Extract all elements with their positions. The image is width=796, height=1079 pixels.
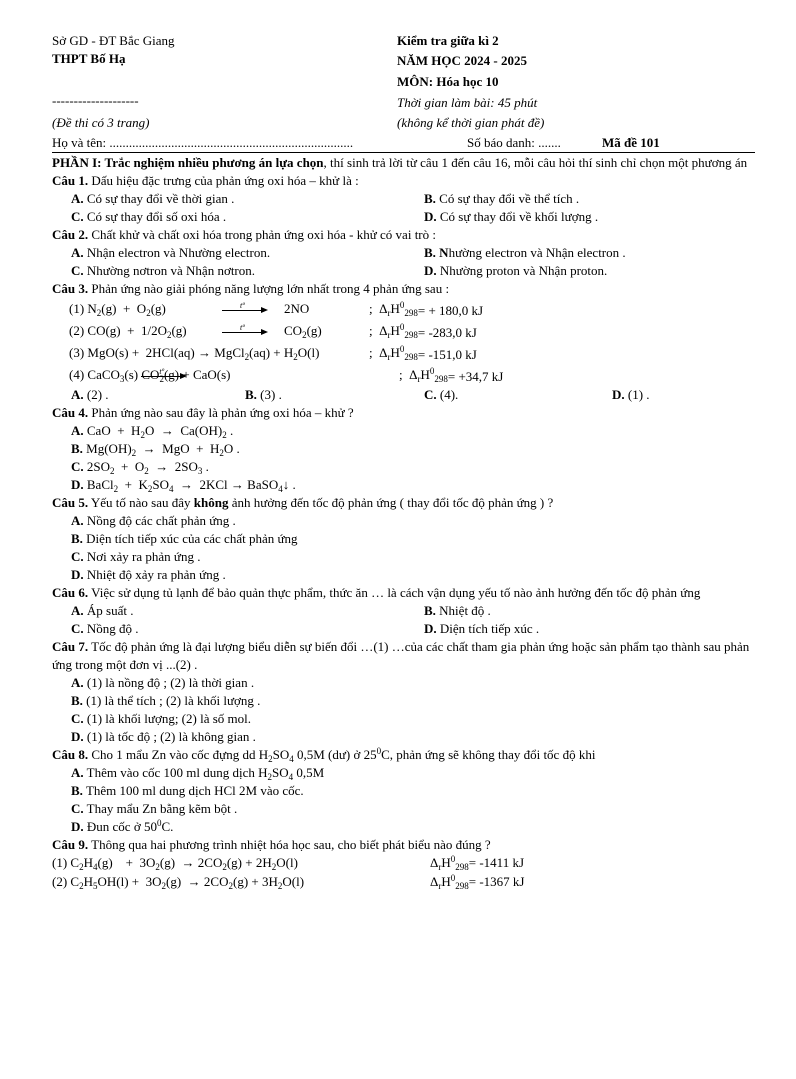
q4-option-a: A. CaO + $H_2O \to Ca(OH)_2$ . xyxy=(71,423,234,440)
question-5: Câu 5. Yếu tố nào sau đây không ảnh hưởng đến tốc độ phản ứng ( thay đổi tốc độ phản ứng ) ? xyxy=(52,495,554,510)
q8-option-a: A. Thêm vào cốc 100 ml dung dịch $H_2SO_4$ 0,5M xyxy=(71,765,325,782)
exam-page xyxy=(52,32,752,891)
exam-title: Kiểm tra giữa kì 2 xyxy=(397,33,499,48)
q4-option-c: C. $2SO_2 + O_2 \to 2SO_3$ . xyxy=(71,459,209,476)
q9-equation-1: (1) $C_2H_4(g)$ + $3O_2(g) \to 2CO_2(g) + 2H_2O(l)$ $\Delta_rH^0_{298}$ = -1411 kJ xyxy=(52,854,525,872)
school-name: THPT Bố Hạ xyxy=(52,51,126,66)
q3-reaction-3: (3) MgO(s) + 2HCl(aq) → MgCl$_2$(aq) + $H_2O(l)$ ; $\Delta_rH^0_{298}$ = -151,0 kJ xyxy=(69,344,477,362)
q8-option-b: B. Thêm 100 ml dung dịch HCl 2M vào cốc. xyxy=(71,783,304,798)
q5-option-c: C. Nơi xảy ra phản ứng . xyxy=(71,549,201,564)
q5-option-b: B. Diện tích tiếp xúc của các chất phản ứng xyxy=(71,531,298,546)
q4-option-d: D. BaCl$_2$ + $K_2SO_4 \to 2KCl$ → BaSO$_4$↓ . xyxy=(71,477,296,494)
q3-reaction-4: (4) CaCO$_3$(s) tº $CO_2(g) + CaO(s)$ ; $\Delta_rH^0_{298}$ = +34,7 kJ xyxy=(69,366,504,384)
question-9: Câu 9. Thông qua hai phương trình nhiệt hóa học sau, cho biết phát biểu nào đúng ? xyxy=(52,837,491,852)
department-name: Sở GD - ĐT Bắc Giang xyxy=(52,33,175,48)
q7-option-d: D. (1) là tốc độ ; (2) là không gian . xyxy=(71,729,256,744)
question-1: Câu 1. Dấu hiệu đặc trưng của phản ứng oxi hóa – khử là : xyxy=(52,173,359,188)
candidate-number-field: Số báo danh: ....... xyxy=(467,135,561,150)
part1-heading: PHẦN I: Trắc nghiệm nhiều phương án lựa chọn, thí sinh trả lời từ câu 1 đến câu 16, mỗi câu hỏi thí sinh chỉ chọn một phương án xyxy=(52,155,748,170)
student-name-field: Họ và tên: ........................................................................... xyxy=(52,135,354,150)
q7-option-c: C. (1) là khối lượng; (2) là số mol. xyxy=(71,711,252,726)
q2-options-ab: A. Nhận electron và Nhường electron. B. Nhường electron và Nhận electron . xyxy=(71,245,626,260)
q7-option-b: B. (1) là thể tích ; (2) là khối lượng . xyxy=(71,693,261,708)
question-4: Câu 4. Phản ứng nào sau đây là phản ứng oxi hóa – khử ? xyxy=(52,405,354,420)
question-2: Câu 2. Chất khử và chất oxi hóa trong phản ứng oxi hóa - khử có vai trò : xyxy=(52,227,436,242)
question-6: Câu 6. Việc sử dụng tủ lạnh để bảo quản thực phẩm, thức ăn … là cách vận dụng yếu tố nào ảnh hưởng đến tốc độ phản ứng xyxy=(52,585,701,600)
q6-options-cd: C. Nồng độ . D. Diện tích tiếp xúc . xyxy=(71,621,540,636)
header-dashes: -------------------- xyxy=(52,93,139,108)
q6-options-ab: A. Áp suất . B. Nhiệt độ . xyxy=(71,603,491,618)
heat-arrow-icon: tº xyxy=(222,324,268,338)
q4-option-b: B. $Mg(OH)_2$ → MgO + $H_2O$ . xyxy=(71,441,240,458)
exam-body xyxy=(52,154,755,892)
q1-options-ab: A. Có sự thay đổi về thời gian . B. Có sự thay đổi về thể tích . xyxy=(71,191,580,206)
school-year: NĂM HỌC 2024 - 2025 xyxy=(397,53,527,68)
exam-header xyxy=(52,32,752,152)
q1-options-cd: C. Có sự thay đổi số oxi hóa . D. Có sự thay đổi về khối lượng . xyxy=(71,209,599,224)
duration-note: (không kể thời gian phát đề) xyxy=(397,115,545,130)
page-count-note: (Đề thi có 3 trang) xyxy=(52,115,150,130)
q8-option-d: D. Đun cốc ở $50^0C$. xyxy=(71,818,174,834)
q8-option-c: C. Thay mẩu Zn bằng kẽm bột . xyxy=(71,801,238,816)
header-rule xyxy=(52,152,755,153)
question-3: Câu 3. Phản ứng nào giải phóng năng lượng lớn nhất trong 4 phản ứng sau : xyxy=(52,281,450,296)
q3-reaction-2: (2) $CO(g) + 1/2O_2(g)$ tº $CO_2(g)$ ; $\Delta_rH^0_{298}$ = -283,0 kJ xyxy=(69,322,477,340)
heat-arrow-icon: tº xyxy=(141,368,187,382)
question-7: Câu 7. Tốc độ phản ứng là đại lượng biểu diễn sự biến đổi …(1) …của các chất tham gia phản ứng hoặc sản phẩm tạo thành sau phản ứng trong một đơn vị ...(2) . xyxy=(52,639,750,672)
question-8: Câu 8. Cho 1 mẩu Zn vào cốc đựng dd $H_2SO_4$ 0,5M (dư) ở $25^0C$, phản ứng sẽ không thay đổi tốc độ khi xyxy=(52,746,596,764)
q7-option-a: A. (1) là nồng độ ; (2) là thời gian . xyxy=(71,675,255,690)
q3-reaction-1: (1) $N_2(g) + O_2(g)$ tº 2NO ; $\Delta_rH^0_{298}$ = + 180,0 kJ xyxy=(69,300,484,318)
q5-option-a: A. Nồng độ các chất phản ứng . xyxy=(71,513,236,528)
q3-options: A. (2) . B. (3) . C. (4). D. (1) . xyxy=(71,387,650,402)
subject: MÔN: Hóa học 10 xyxy=(397,74,499,89)
exam-duration: Thời gian làm bài: 45 phút xyxy=(397,95,538,110)
exam-code: Mã đề 101 xyxy=(602,135,660,150)
heat-arrow-icon: tº xyxy=(222,302,268,316)
q9-equation-2: (2) $C_2H_5OH(l) + 3O_2(g) \to 2CO_2(g) + 3H_2O(l)$ $\Delta_rH^0_{298}$ = -1367 kJ xyxy=(52,873,525,891)
q5-option-d: D. Nhiệt độ xảy ra phản ứng . xyxy=(71,567,226,582)
q2-options-cd: C. Nhường nơtron và Nhận nơtron. D. Nhường proton và Nhận proton. xyxy=(71,263,608,278)
